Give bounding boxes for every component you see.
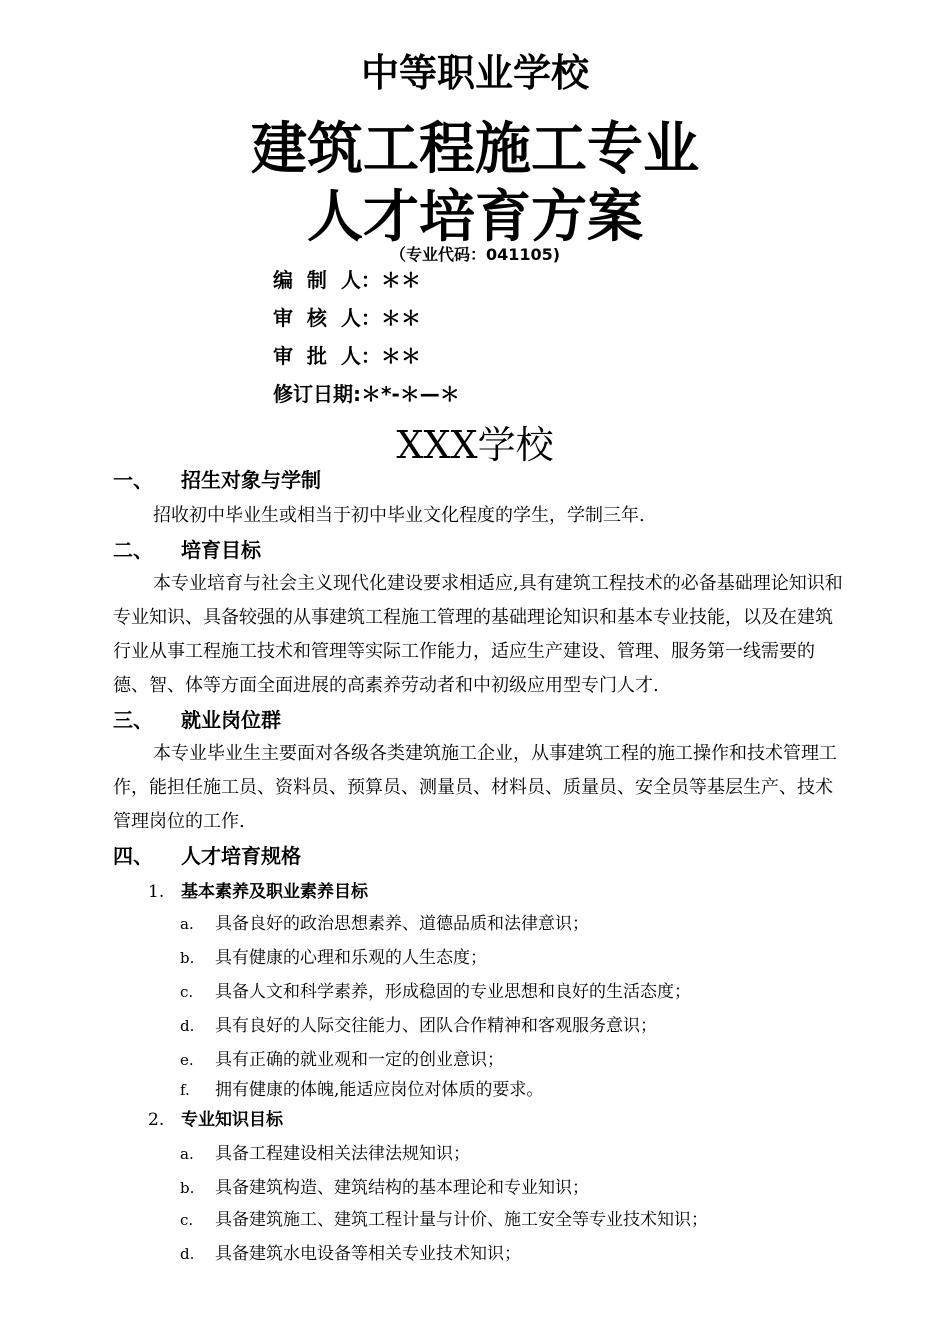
list-item-text: 具有良好的人际交往能力、团队合作精神和客观服务意识； (215, 1016, 657, 1036)
subsection-heading (148, 878, 368, 906)
editor-line: 编 制 人：＊＊ (273, 268, 421, 292)
list-item-letter: d. (180, 1245, 195, 1263)
list-item-text: 具备建筑水电设备等相关专业技术知识； (215, 1244, 521, 1264)
list-item-letter: d. (180, 1017, 195, 1035)
list-item-text: 拥有健康的体魄,能适应岗位对体质的要求。 (215, 1080, 544, 1100)
section-paragraph: 招收初中毕业生或相当于初中毕业文化程度的学生，学制三年. (153, 505, 645, 526)
list-item-letter: e. (180, 1051, 194, 1069)
list-item-letter: a. (180, 1145, 194, 1163)
school-name: XXX学校 (396, 423, 554, 467)
section-heading (113, 465, 873, 495)
school-heading: 中等职业学校 (360, 51, 589, 95)
list-item (180, 910, 589, 938)
list-item-text: 具备建筑构造、建筑结构的基本理论和专业知识； (215, 1178, 589, 1198)
section-number: 四、 (113, 844, 153, 868)
list-item-text: 具备良好的政治思想素养、道德品质和法律意识； (215, 914, 589, 934)
list-item-text: 具备工程建设相关法律法规知识； (215, 1144, 470, 1164)
list-item (180, 1206, 708, 1234)
subsection-number: 1. (148, 882, 165, 902)
title-line-2: 人才培育方案 (307, 185, 643, 250)
list-item (180, 1174, 589, 1202)
major-code: （专业代码：041105) (389, 245, 561, 264)
list-item-letter: f. (180, 1081, 190, 1099)
section-heading (113, 705, 873, 735)
section-title: 就业岗位群 (181, 708, 281, 732)
title-line-1: 建筑工程施工专业 (251, 117, 699, 182)
reviewer-line: 审 核 人：＊＊ (273, 306, 421, 330)
list-item (180, 1240, 521, 1268)
section-heading (113, 535, 873, 565)
list-item-text: 具有健康的心理和乐观的人生态度； (215, 948, 487, 968)
list-item-letter: c. (180, 983, 194, 1001)
list-item (180, 978, 691, 1006)
list-item-text: 具备建筑施工、建筑工程计量与计价、施工安全等专业技术知识； (215, 1210, 708, 1230)
subsection-number: 2. (148, 1110, 165, 1130)
list-item-letter: c. (180, 1211, 194, 1229)
section-paragraph: 本专业毕业生主要面对各级各类建筑施工企业，从事建筑工程的施工操作和技术管理工作，能担任施工员、资料员、预算员、测量员、材料员、质量员、安全员等基层生产、技术管理岗位的工作. (113, 743, 837, 832)
section-number: 二、 (113, 538, 153, 562)
section-title: 招生对象与学制 (181, 468, 321, 492)
list-item (180, 1046, 504, 1074)
section-title: 培育目标 (181, 538, 261, 562)
revision-date-line: 修订日期:＊*-＊—＊ (273, 382, 460, 406)
subsection-title: 基本素养及职业素养目标 (181, 882, 368, 902)
section-heading (113, 841, 873, 871)
section-number: 一、 (113, 468, 153, 492)
list-item-text: 具有正确的就业观和一定的创业意识； (215, 1050, 504, 1070)
section-paragraph: 本专业培育与社会主义现代化建设要求相适应,具有建筑工程技术的必备基础理论知识和专业知识、具备较强的从事建筑工程施工管理的基础理论知识和基本专业技能，以及在建筑行业从事工程施工技术和管理等实际工作能力，适应生产建设、管理、服务第一线需要的德、智、体等方面全面进展的高素养劳动者和中初级应用型专门人才. (113, 573, 843, 696)
list-item (180, 944, 487, 972)
list-item-letter: b. (180, 949, 195, 967)
list-item (180, 1076, 543, 1104)
list-item (180, 1140, 470, 1168)
subsection-title: 专业知识目标 (181, 1110, 283, 1130)
approver-line: 审 批 人：＊＊ (273, 344, 421, 368)
section-title: 人才培育规格 (181, 844, 301, 868)
subsection-heading (148, 1106, 283, 1134)
list-item-letter: b. (180, 1179, 195, 1197)
list-item-letter: a. (180, 915, 194, 933)
section-number: 三、 (113, 708, 153, 732)
list-item-text: 具备人文和科学素养，形成稳固的专业思想和良好的生活态度； (215, 982, 691, 1002)
list-item (180, 1012, 657, 1040)
